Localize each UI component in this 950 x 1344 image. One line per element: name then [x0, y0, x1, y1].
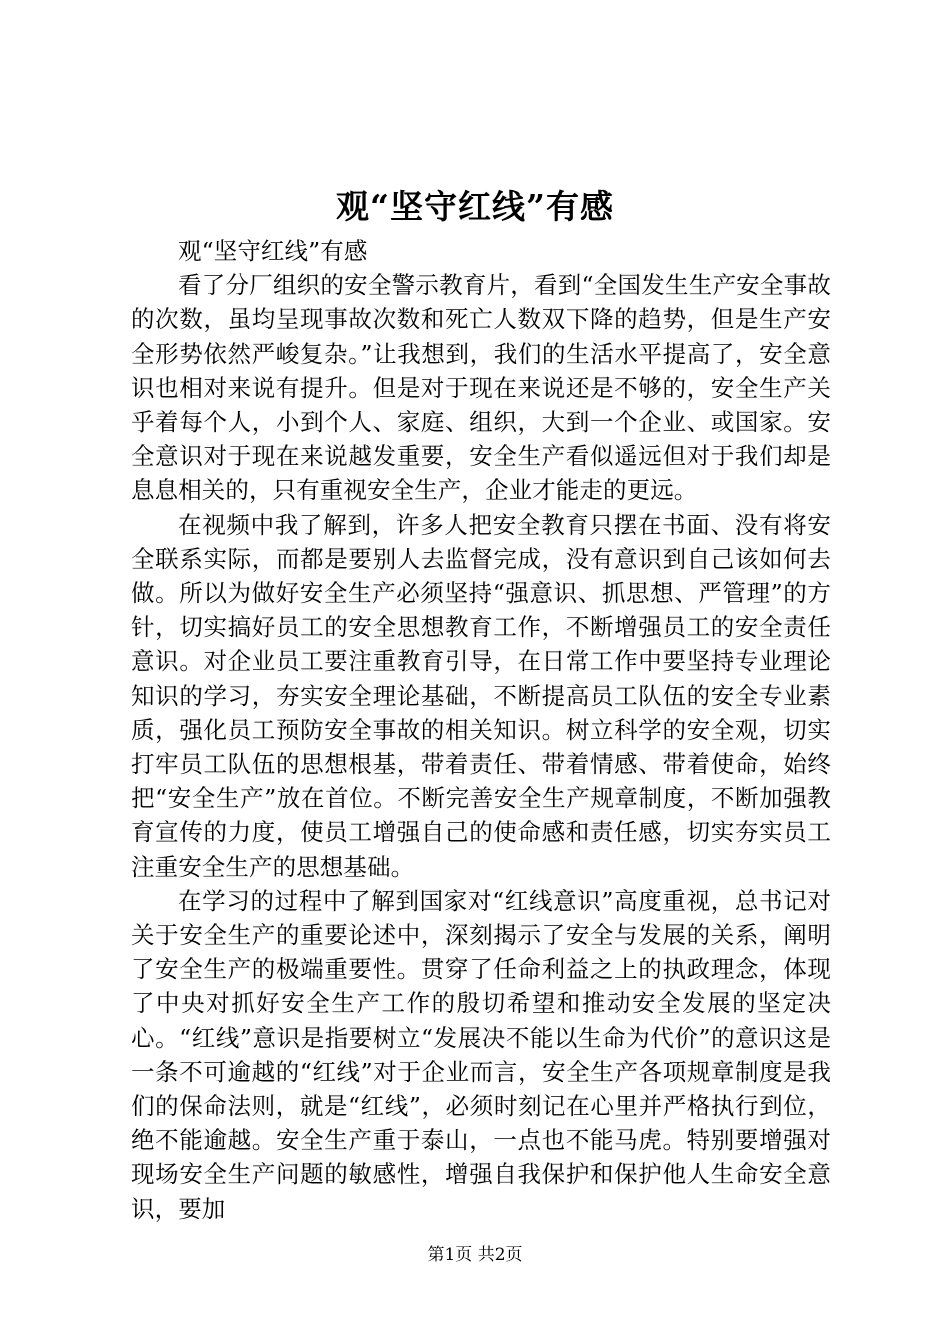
- paragraph-2: 在视频中我了解到，许多人把安全教育只摆在书面、没有将安全联系实际，而都是要别人去监督完成，没有意识到自己该如何去做。所以为做好安全生产必须坚持“强意识、抓思想、严管理”的方针，切实搞好员工的安全思想教育工作，不断增强员工的安全责任意识。对企业员工要注重教育引导，在日常工作中要坚持专业理论知识的学习，夯实安全理论基础，不断提高员工队伍的安全专业素质，强化员工预防安全事故的相关知识。树立科学的安全观，切实打牢员工队伍的思想根基，带着责任、带着情感、带着使命，始终把“安全生产”放在首位。不断完善安全生产规章制度，不断加强教育宣传的力度，使员工增强自己的使命感和责任感，切实夯实员工注重安全生产的思想基础。: [131, 510, 831, 881]
- paragraph-1: 看了分厂组织的安全警示教育片，看到“全国发生生产安全事故的次数，虽均呈现事故次数和死亡人数双下降的趋势，但是生产安全形势依然严峻复杂。”让我想到，我们的生活水平提高了，安全意识也相对来说有提升。但是对于现在来说还是不够的，安全生产关乎着每个人，小到个人、家庭、组织，大到一个企业、或国家。安全意识对于现在来说越发重要，安全生产看似遥远但对于我们却是息息相关的，只有重视安全生产，企业才能走的更远。: [131, 271, 831, 505]
- document-title: 观“坚守红线”有感: [336, 187, 614, 226]
- paragraph-3: 在学习的过程中了解到国家对“红线意识”高度重视，总书记对关于安全生产的重要论述中，深刻揭示了安全与发展的关系，阐明了安全生产的极端重要性。贯穿了任命利益之上的执政理念，体现了中央对抓好安全生产工作的殷切希望和推动安全发展的坚定决心。“红线”意识是指要树立“发展决不能以生命为代价”的意识这是一条不可逾越的“红线”对于企业而言，安全生产各项规章制度是我们的保命法则，就是“红线”，必须时刻记在心里并严格执行到位，绝不能逾越。安全生产重于泰山，一点也不能马虎。特别要增强对现场安全生产问题的敏感性，增强自我保护和保护他人生命安全意识，要加: [131, 886, 831, 1223]
- document-subtitle: 观“坚守红线”有感: [178, 237, 368, 265]
- page-footer: 第1页 共2页: [427, 1245, 523, 1265]
- document-body: [131, 234, 831, 1226]
